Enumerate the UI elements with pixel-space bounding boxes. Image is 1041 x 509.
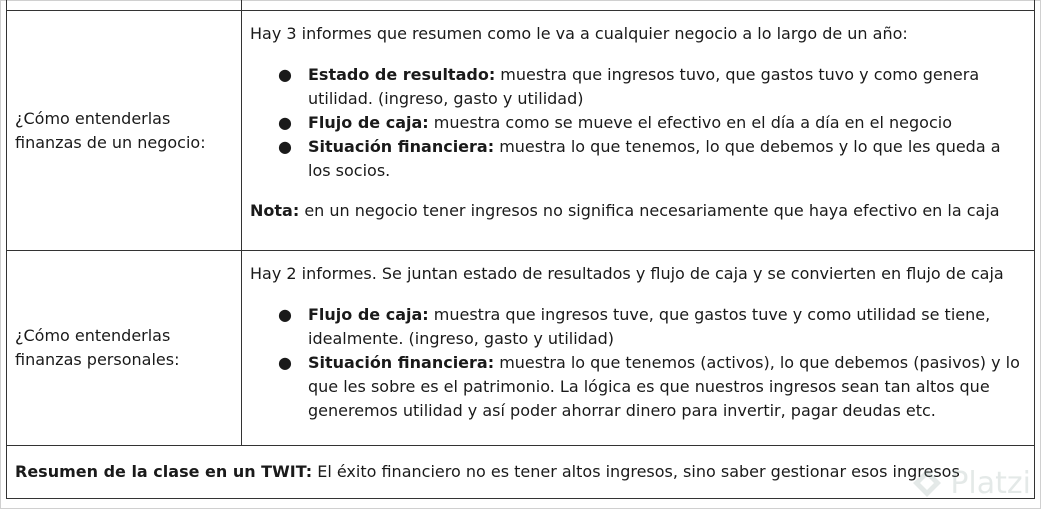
intro-text: Hay 2 informes. Se juntan estado de resultados y flujo de caja y se convierten en flujo de caja: [250, 264, 1004, 283]
watermark-brand: Platzi: [950, 466, 1031, 501]
bullet-icon: ●: [278, 113, 292, 132]
row-content-business-finance: [242, 11, 1035, 251]
bullet-icon: ●: [278, 65, 292, 84]
platzi-watermark: [910, 466, 1031, 501]
row-label-personal-finance: [7, 251, 242, 446]
note-paragraph: [250, 199, 1028, 223]
platzi-logo-icon: [910, 467, 944, 501]
list-item-term: Situación financiera:: [308, 353, 495, 372]
row-content-personal-finance: [242, 251, 1035, 446]
list-item-text: muestra lo que tenemos, lo que debemos y lo que les queda a los socios.: [308, 137, 1001, 180]
top-left-cell: [7, 0, 242, 11]
table-top-row: [7, 0, 1035, 11]
list-item-term: Flujo de caja:: [308, 113, 429, 132]
bullet-icon: ●: [278, 305, 292, 324]
list-item: [278, 351, 1028, 423]
report-list: [250, 303, 1028, 423]
list-item-text: muestra como se mueve el efectivo en el día a día en el negocio: [428, 113, 952, 132]
list-item-term: Situación financiera:: [308, 137, 495, 156]
top-right-cell: [242, 0, 1035, 11]
intro-text: Hay 3 informes que resumen como le va a cualquier negocio a lo largo de un año:: [250, 24, 908, 43]
list-item-text: muestra lo que tenemos (activos), lo que debemos (pasivos) y lo que les sobre es el patrimonio. La lógica es que nuestros ingresos sean tan altos que generemos utilidad y así poder ahorrar dinero para invertir, pagar deudas etc.: [308, 353, 1020, 420]
note-label: Nota:: [250, 201, 300, 220]
table-row-summary: [7, 446, 1035, 499]
label-text: ¿Cómo entenderlas finanzas de un negocio:: [15, 108, 206, 152]
report-list: [250, 63, 1028, 183]
notes-table: [6, 0, 1035, 499]
list-item: [278, 63, 1028, 111]
list-item-term: Estado de resultado:: [308, 65, 496, 84]
bullet-icon: ●: [278, 137, 292, 156]
row-label-business-finance: [7, 11, 242, 251]
list-item-text: muestra que ingresos tuve, que gastos tuve y como utilidad se tiene, idealmente. (ingreso, gasto y utilidad): [308, 305, 991, 348]
list-item: [278, 303, 1028, 351]
list-item-term: Flujo de caja:: [308, 305, 429, 324]
list-item: [278, 135, 1028, 183]
summary-cell: [7, 446, 1035, 499]
note-text: en un negocio tener ingresos no significa necesariamente que haya efectivo en la caja: [299, 201, 1000, 220]
list-item: [278, 111, 1028, 135]
label-text: ¿Cómo entenderlas finanzas personales:: [15, 326, 180, 369]
table-row-personal-finance: [7, 251, 1035, 446]
list-item-text: muestra que ingresos tuvo, que gastos tuvo y como genera utilidad. (ingreso, gasto y utilidad): [308, 65, 980, 108]
summary-text: El éxito financiero no es tener altos ingresos, sino saber gestionar esos ingresos: [312, 462, 960, 481]
table-row-business-finance: [7, 11, 1035, 251]
bullet-icon: ●: [278, 353, 292, 372]
summary-label: Resumen de la clase en un TWIT:: [15, 462, 313, 481]
